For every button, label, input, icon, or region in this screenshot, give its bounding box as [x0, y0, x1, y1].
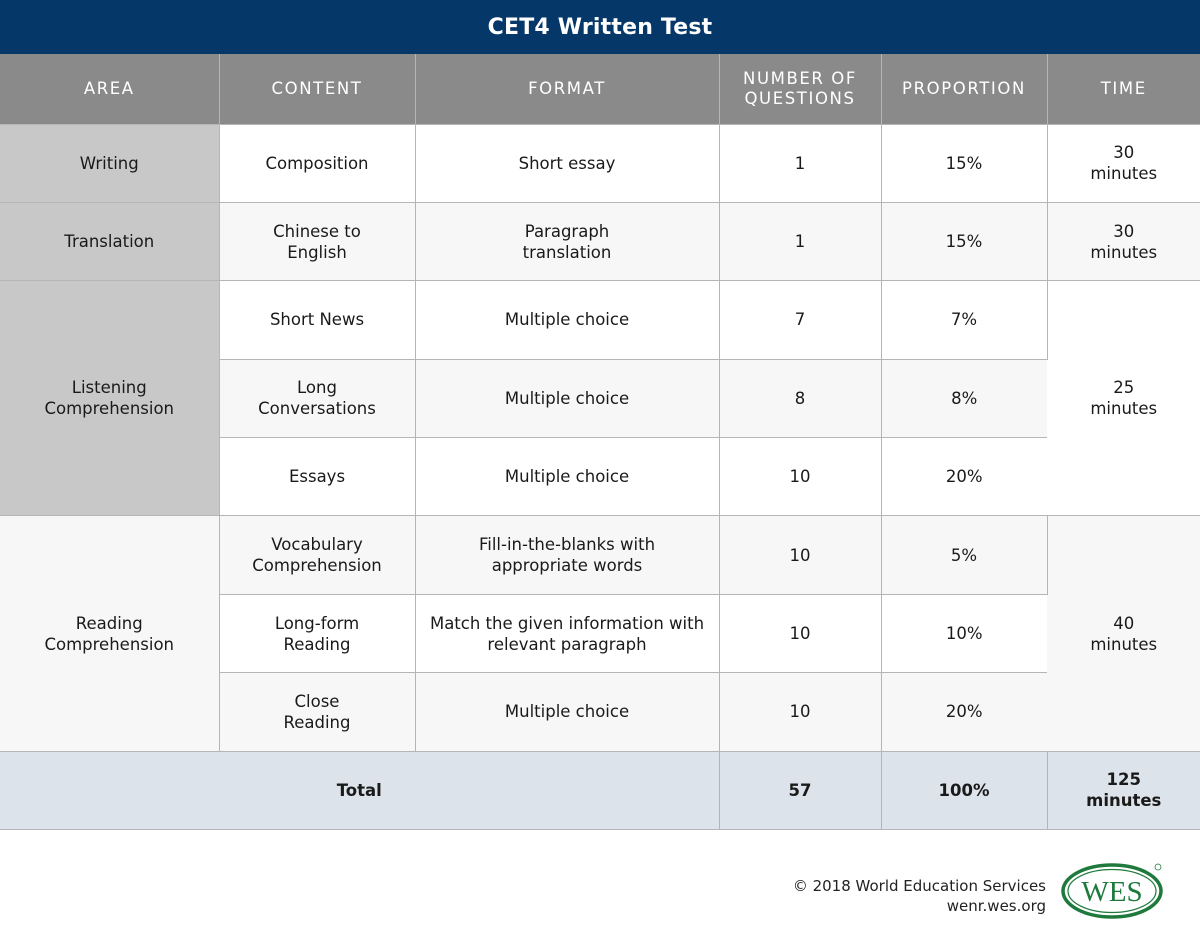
format-cell: Fill-in-the-blanks with appropriate words: [415, 516, 719, 594]
header-row: [0, 54, 1200, 124]
content-cell: Long-form Reading: [219, 594, 415, 672]
area-cell: Translation: [0, 202, 219, 280]
header-number-of-questions: NUMBER OF QUESTIONS: [719, 54, 881, 124]
questions-cell: 10: [719, 673, 881, 751]
questions-cell: 8: [719, 359, 881, 437]
header-area: AREA: [0, 54, 219, 124]
format-cell: Multiple choice: [415, 359, 719, 437]
table-row: [0, 202, 1200, 280]
cet4-table: [0, 54, 1200, 830]
questions-cell: 10: [719, 516, 881, 594]
content-cell: Composition: [219, 124, 415, 202]
format-cell: Multiple choice: [415, 673, 719, 751]
table-row: [0, 124, 1200, 202]
proportion-cell: 5%: [881, 516, 1047, 594]
copyright-text: © 2018 World Education Services: [792, 877, 1046, 895]
footer-credits: [793, 876, 1046, 916]
proportion-cell: 15%: [881, 202, 1047, 280]
questions-cell: 10: [719, 438, 881, 516]
content-cell: Close Reading: [219, 673, 415, 751]
header-proportion: PROPORTION: [881, 54, 1047, 124]
time-cell: 30 minutes: [1047, 202, 1200, 280]
table-row: [0, 516, 1200, 594]
total-questions: 57: [719, 751, 881, 829]
format-cell: Match the given information with relevant paragraph: [415, 594, 719, 672]
time-cell: 25 minutes: [1047, 281, 1200, 516]
time-cell: 30 minutes: [1047, 124, 1200, 202]
area-cell: Listening Comprehension: [0, 281, 219, 516]
format-cell: Multiple choice: [415, 281, 719, 359]
format-cell: Multiple choice: [415, 438, 719, 516]
format-cell: Paragraph translation: [415, 202, 719, 280]
logo-text: WES: [1081, 876, 1143, 908]
table-row: [0, 281, 1200, 359]
format-cell: Short essay: [415, 124, 719, 202]
total-proportion: 100%: [881, 751, 1047, 829]
header-content: CONTENT: [219, 54, 415, 124]
total-time: 125 minutes: [1047, 751, 1200, 829]
area-cell: Writing: [0, 124, 219, 202]
area-cell: Reading Comprehension: [0, 516, 219, 751]
total-label: Total: [0, 751, 719, 829]
proportion-cell: 20%: [881, 438, 1047, 516]
content-cell: Long Conversations: [219, 359, 415, 437]
questions-cell: 1: [719, 202, 881, 280]
questions-cell: 10: [719, 594, 881, 672]
content-cell: Vocabulary Comprehension: [219, 516, 415, 594]
content-cell: Essays: [219, 438, 415, 516]
questions-cell: 1: [719, 124, 881, 202]
proportion-cell: 20%: [881, 673, 1047, 751]
header-time: TIME: [1047, 54, 1200, 124]
content-cell: Chinese to English: [219, 202, 415, 280]
proportion-cell: 15%: [881, 124, 1047, 202]
proportion-cell: 7%: [881, 281, 1047, 359]
proportion-cell: 8%: [881, 359, 1047, 437]
total-row: [0, 751, 1200, 829]
wes-logo-icon: [1060, 862, 1164, 920]
table-title: CET4 Written Test: [0, 0, 1200, 54]
proportion-cell: 10%: [881, 594, 1047, 672]
time-cell: 40 minutes: [1047, 516, 1200, 751]
header-format: FORMAT: [415, 54, 719, 124]
website-text: wenr.wes.org: [946, 897, 1046, 915]
questions-cell: 7: [719, 281, 881, 359]
content-cell: Short News: [219, 281, 415, 359]
